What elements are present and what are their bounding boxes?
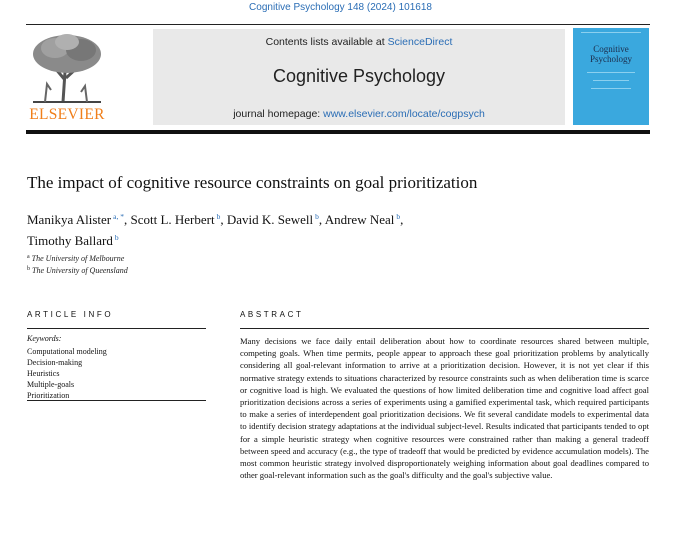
keyword: Decision-making [27,358,83,367]
affiliation-marker[interactable]: b [216,212,221,221]
journal-homepage-link[interactable]: www.elsevier.com/locate/cogpsych [323,108,485,120]
article-info-divider [27,328,206,329]
keyword: Prioritization [27,391,70,400]
elsevier-wordmark: ELSEVIER [29,106,105,123]
journal-citation[interactable]: Cognitive Psychology 148 (2024) 101618 [249,2,432,13]
abstract-text: Many decisions we face daily entail deliberation about how to coordinate resources shared between multiple, competing goals. When time permits, people appear to approach these goal prioritization problems by analytically considering all goal-relevant information to arrive at a prioritization decision. However, it is not yet clear if this normative strategy extends to situations characterized by resource constraints such as when deliberation time is scarce or cognitive load is high. We evaluated the questions of how limited deliberation time and cognitive load affect goal prioritization decisions across a series of experiments using a gamified experimental task, which required participants to make a series of interdependent goal prioritization decisions. We fit several candidate models to experimental data to identify decision strategy adaptations at the individual subject-level. Results indicated that participants tended to opt for a simple heuristic strategy when cognitive resources were constrained rather than making a general tradeoff between speed and accuracy (e.g., the type of tradeoff that would be predicted by evidence accumulation models). The most common heuristic strategy involved disproportionately weighing information about goal deadlines compared to other goal-relevant information such as the goal's difficulty and the goal's subjective value. [240,336,649,481]
affiliation: $^b$ The University of Queensland [27,266,128,275]
keyword: Multiple-goals [27,380,75,389]
author[interactable]: David K. Sewell $^b$ [226,212,319,227]
homepage-line: journal homepage: www.elsevier.com/locate/cogpsych [233,108,485,120]
journal-title: Cognitive Psychology [272,66,446,86]
top-divider [26,24,650,25]
sciencedirect-link[interactable]: ScienceDirect [387,36,453,48]
affiliation: $^a$ The University of Melbourne [27,254,125,263]
author[interactable]: Scott L. Herbert $^b$ [130,212,221,227]
abstract-divider [240,328,649,329]
journal-cover-thumbnail[interactable] [573,28,649,125]
article-info-heading: ARTICLE INFO [27,310,114,319]
author[interactable]: Timothy Ballard $^b$ [27,233,119,248]
author[interactable]: Andrew Neal $^b$ [324,212,401,227]
author[interactable]: Manikya Alister $^{a, *}$ [27,212,124,227]
affiliation-marker[interactable]: b [396,212,401,221]
cover-title: Cognitive Psychology [589,44,632,64]
keywords-bottom-divider [27,400,206,401]
abstract-heading: ABSTRACT [240,310,304,319]
affiliation-marker[interactable]: b [315,212,319,221]
header-divider [26,130,650,134]
keyword-list [27,346,107,401]
keyword: Computational modeling [27,347,107,356]
affiliation-marker[interactable]: a, * [113,212,124,221]
contents-line: Contents lists available at ScienceDirect [265,36,453,48]
keyword: Heuristics [27,369,60,378]
article-title: The impact of cognitive resource constraints on goal prioritization [27,173,478,192]
author-list: Manikya Alister $^{a, *}$, Scott L. Herbert $^b$, David K. Sewell $^b$, Andrew Neal $^b$, Timothy Ballard $^b$ [27,212,404,248]
affiliation-marker[interactable]: b [114,233,119,242]
elsevier-tree-logo [27,32,107,104]
keywords-label: Keywords: [27,334,62,343]
